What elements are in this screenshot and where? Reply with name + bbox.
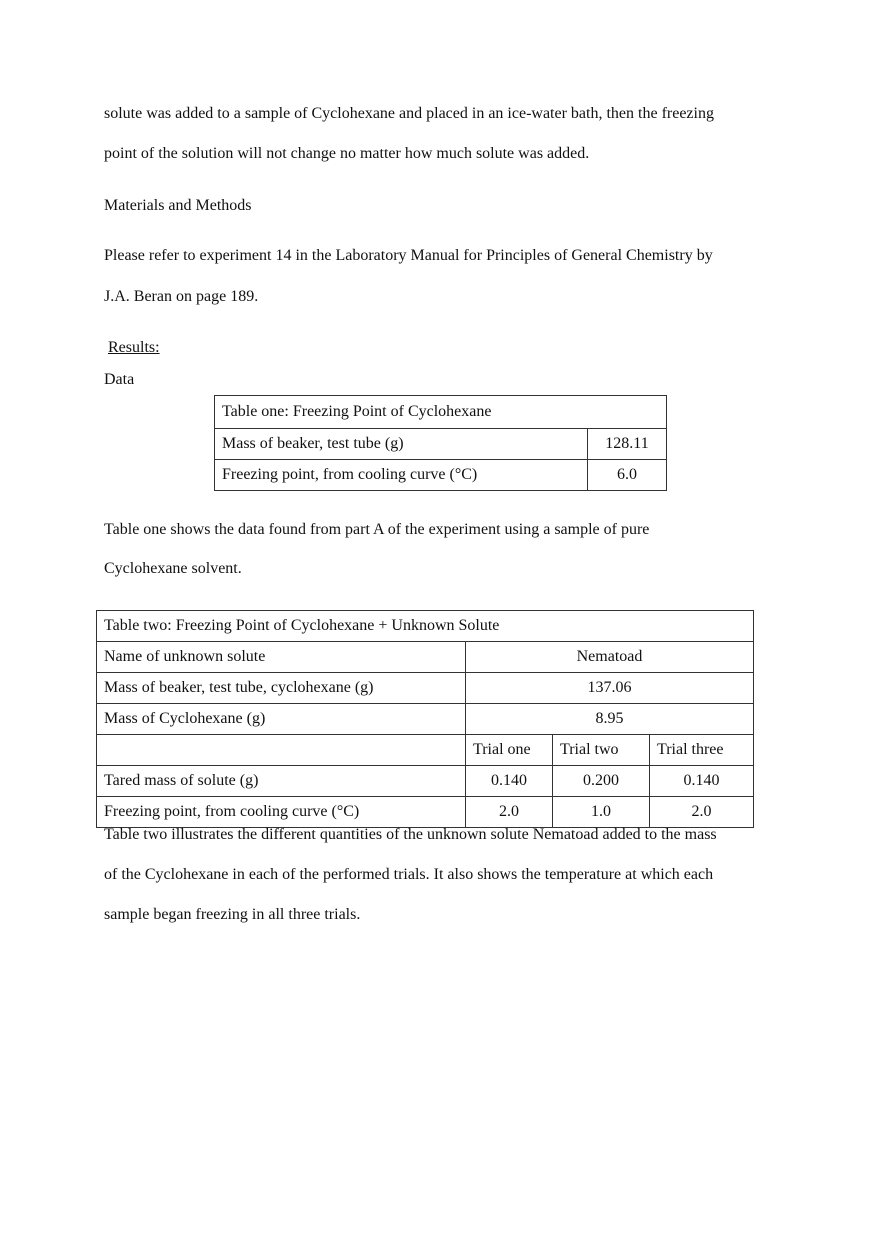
table-one-caption-line-2: Cyclohexane solvent. (104, 560, 242, 577)
table-header-trial-three: Trial three (650, 735, 754, 766)
table-row (97, 642, 754, 673)
table-cell-value: 0.140 (650, 766, 754, 797)
table-cell-value: 0.140 (466, 766, 553, 797)
table-cell-value: 6.0 (588, 460, 667, 491)
table-header-trial-two: Trial two (553, 735, 650, 766)
methods-line-2: J.A. Beran on page 189. (104, 288, 259, 305)
table-row (97, 797, 754, 828)
table-row (215, 460, 667, 491)
table-row (215, 429, 667, 460)
table-cell-label: Freezing point, from cooling curve (°C) (215, 460, 588, 491)
table-row (97, 704, 754, 735)
intro-line-2: point of the solution will not change no matter how much solute was added. (104, 145, 590, 162)
table-cell-empty (97, 735, 466, 766)
table-two-caption-line-2: of the Cyclohexane in each of the performed trials. It also shows the temperature at which each (104, 866, 714, 883)
data-label: Data (104, 371, 135, 388)
table-two-title: Table two: Freezing Point of Cyclohexane + Unknown Solute (97, 611, 754, 642)
table-cell-label: Mass of beaker, test tube (g) (215, 429, 588, 460)
table-row (215, 396, 667, 429)
table-cell-label: Freezing point, from cooling curve (°C) (97, 797, 466, 828)
table-cell-value: 137.06 (466, 673, 754, 704)
table-cell-value: 8.95 (466, 704, 754, 735)
table-cell-label: Mass of beaker, test tube, cyclohexane (g) (97, 673, 466, 704)
results-heading (104, 338, 164, 358)
table-header-trial-one: Trial one (466, 735, 553, 766)
table-row (97, 611, 754, 642)
table-one-caption-line-1: Table one shows the data found from part A of the experiment using a sample of pure (104, 521, 650, 538)
table-cell-value: Nematoad (466, 642, 754, 673)
table-one-title: Table one: Freezing Point of Cyclohexane (215, 396, 667, 429)
methods-line-1: Please refer to experiment 14 in the Laboratory Manual for Principles of General Chemistry by (104, 247, 713, 264)
table-cell-value: 1.0 (553, 797, 650, 828)
table-two-caption-line-1: Table two illustrates the different quantities of the unknown solute Nematoad added to the mass (104, 826, 717, 843)
table-cell-label: Name of unknown solute (97, 642, 466, 673)
table-cell-value: 2.0 (466, 797, 553, 828)
table-two (96, 610, 754, 828)
results-heading-text: Results: (108, 339, 160, 356)
table-cell-value: 0.200 (553, 766, 650, 797)
table-cell-value: 128.11 (588, 429, 667, 460)
table-cell-value: 2.0 (650, 797, 754, 828)
table-cell-label: Tared mass of solute (g) (97, 766, 466, 797)
table-one (214, 395, 667, 491)
intro-line-1: solute was added to a sample of Cyclohexane and placed in an ice-water bath, then the freezing (104, 105, 714, 122)
table-cell-label: Mass of Cyclohexane (g) (97, 704, 466, 735)
table-row (97, 766, 754, 797)
table-row (97, 673, 754, 704)
methods-heading: Materials and Methods (104, 197, 252, 214)
table-row (97, 735, 754, 766)
table-two-caption-line-3: sample began freezing in all three trials. (104, 906, 361, 923)
